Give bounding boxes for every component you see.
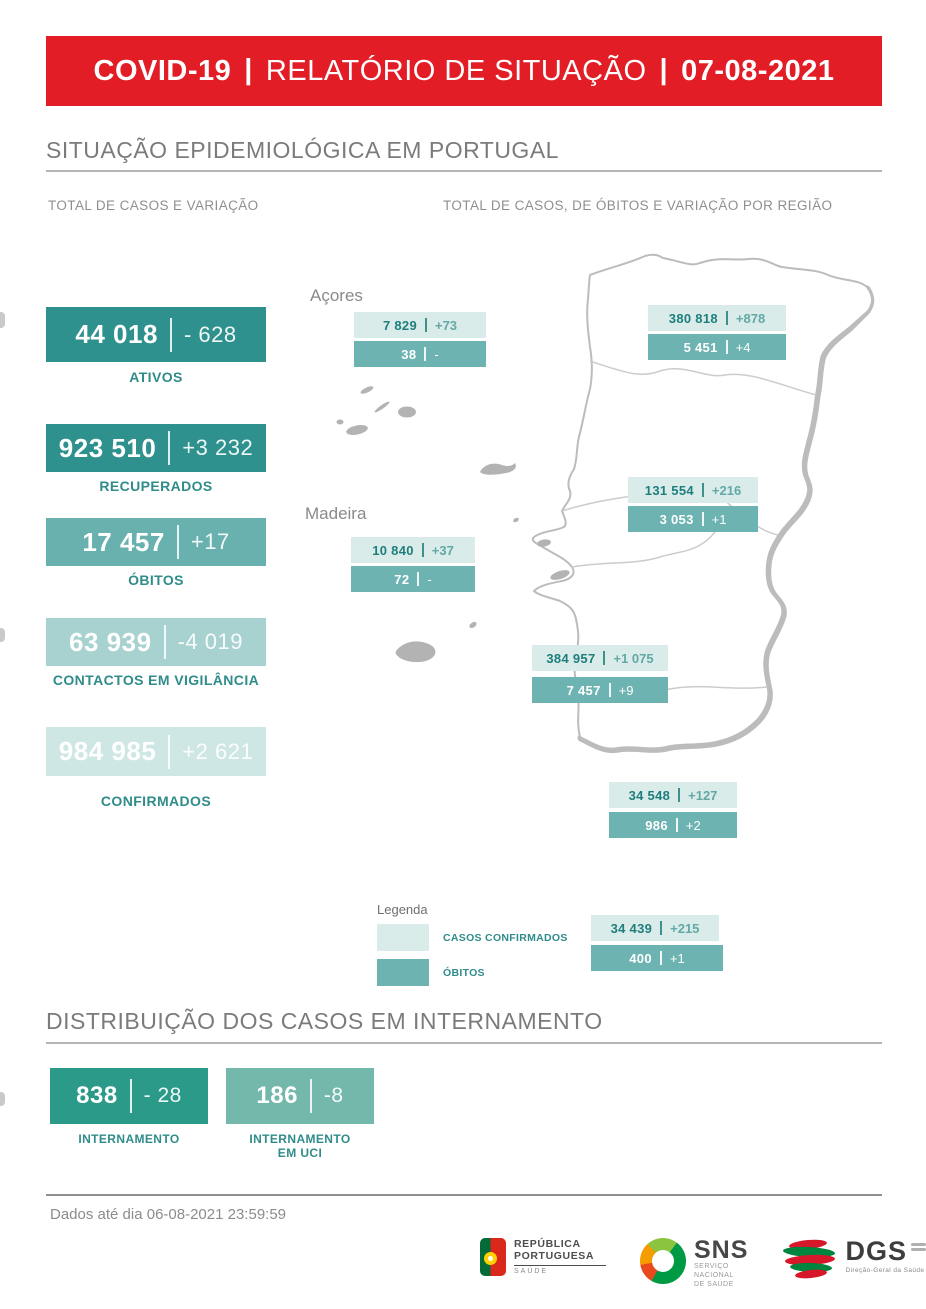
region-centro-deaths-row <box>628 506 758 532</box>
internamento-box <box>50 1068 208 1124</box>
obitos-label: ÓBITOS <box>128 572 184 588</box>
dgs-sub: Direção-Geral da Saúde <box>845 1267 925 1274</box>
uci-label-line1: INTERNAMENTO <box>249 1132 351 1146</box>
recuperados-variation: +3 232 <box>182 435 254 460</box>
divider <box>514 1265 606 1266</box>
azores-label: Açores <box>310 286 363 305</box>
contactos-label: CONTACTOS EM VIGILÂNCIA <box>52 672 260 688</box>
madeira-cases-variation: +37 <box>431 542 454 558</box>
region-lvt-deaths-row <box>532 677 668 703</box>
obitos-box <box>46 518 266 566</box>
column-heading-left: TOTAL DE CASOS E VARIAÇÃO <box>48 198 259 213</box>
region-deaths-value: 400 <box>629 950 652 966</box>
divider <box>417 572 419 586</box>
section-hospital-rule <box>46 1042 882 1044</box>
page-edge-artifact <box>0 312 5 328</box>
region-deaths-variation: +4 <box>735 339 751 355</box>
column-heading-right: TOTAL DE CASOS, DE ÓBITOS E VARIAÇÃO POR REGIÃO <box>443 198 833 213</box>
region-cases-value: 131 554 <box>644 482 694 498</box>
region-deaths-value: 7 457 <box>566 682 601 698</box>
divider <box>310 1079 312 1113</box>
legend-swatch-deaths <box>377 959 429 986</box>
uci-label-line2: EM UCI <box>277 1146 323 1160</box>
divider <box>170 318 172 352</box>
madeira-label: Madeira <box>305 504 367 523</box>
sns-title: SNS <box>694 1236 749 1264</box>
confirmados-box <box>46 727 266 776</box>
azores-cases-variation: +73 <box>434 317 458 333</box>
internamento-label: INTERNAMENTO <box>78 1132 180 1146</box>
sns-logo <box>640 1238 749 1289</box>
region-algarve-deaths-row <box>591 945 723 971</box>
obitos-variation: +17 <box>190 529 230 554</box>
banner-program: COVID-19 <box>93 54 232 87</box>
region-centro-cases-row <box>628 477 758 503</box>
region-alentejo-deaths-row <box>609 812 737 838</box>
obitos-value: 17 457 <box>82 526 165 557</box>
region-cases-variation: +216 <box>711 482 742 498</box>
azores-deaths-row <box>354 341 486 367</box>
recuperados-value: 923 510 <box>58 432 157 463</box>
region-deaths-variation: +1 <box>711 511 727 527</box>
divider <box>424 347 426 361</box>
uci-value: 186 <box>256 1082 298 1109</box>
divider <box>702 512 704 526</box>
region-norte-deaths-row <box>648 334 786 360</box>
banner-title: RELATÓRIO DE SITUAÇÃO <box>265 54 647 87</box>
footer-logos <box>480 1238 926 1289</box>
divider <box>726 311 728 325</box>
region-alentejo-cases-row <box>609 782 737 808</box>
divider <box>130 1079 132 1113</box>
azores-madeira-islands-map <box>330 360 530 690</box>
contactos-box <box>46 618 266 666</box>
internamento-variation: - 28 <box>143 1084 182 1107</box>
banner-date: 07-08-2021 <box>681 54 835 87</box>
report-banner <box>46 36 882 106</box>
madeira-deaths-variation: - <box>427 571 432 587</box>
page-edge-artifact <box>0 1092 5 1106</box>
madeira-cases-row <box>351 537 475 563</box>
banner-separator-2: | <box>659 53 669 86</box>
divider <box>425 318 427 332</box>
azores-deaths-variation: - <box>434 346 439 362</box>
dgs-tagline <box>911 1238 926 1251</box>
region-deaths-value: 3 053 <box>659 511 694 527</box>
ativos-box <box>46 307 266 362</box>
divider <box>609 683 611 697</box>
divider <box>660 921 662 935</box>
region-cases-value: 380 818 <box>668 310 718 326</box>
region-cases-variation: +215 <box>670 920 700 936</box>
recuperados-label: RECUPERADOS <box>99 478 213 494</box>
dgs-title: DGS <box>845 1236 907 1266</box>
divider <box>726 340 728 354</box>
azores-cases-row <box>354 312 486 338</box>
data-note: Dados até dia 06-08-2021 23:59:59 <box>50 1206 287 1223</box>
divider <box>168 431 170 465</box>
divider <box>422 543 424 557</box>
azores-deaths-value: 38 <box>401 346 417 362</box>
region-cases-variation: +878 <box>735 310 766 326</box>
region-cases-value: 384 957 <box>546 650 596 666</box>
internamento-uci-label <box>226 1132 374 1160</box>
contactos-variation: -4 019 <box>177 629 243 654</box>
legend-swatch-confirmed <box>377 924 429 951</box>
divider <box>660 951 662 965</box>
confirmados-variation: +2 621 <box>182 738 254 764</box>
region-deaths-value: 986 <box>645 817 668 833</box>
legend-label-confirmed: CASOS CONFIRMADOS <box>443 932 568 944</box>
confirmados-label: CONFIRMADOS <box>100 793 212 809</box>
section-hospital-title: DISTRIBUIÇÃO DOS CASOS EM INTERNAMENTO <box>46 1008 603 1034</box>
region-deaths-variation: +2 <box>685 817 701 833</box>
contactos-value: 63 939 <box>69 626 152 657</box>
legend-label-deaths: ÓBITOS <box>443 967 485 979</box>
divider <box>702 483 704 497</box>
divider <box>164 625 166 659</box>
sns-sub2: DE SAÚDE <box>694 1281 734 1288</box>
republica-line1: REPÚBLICA <box>514 1238 581 1250</box>
legend-title: Legenda <box>377 902 428 917</box>
region-cases-variation: +127 <box>688 787 718 803</box>
banner-separator-1: | <box>244 53 253 86</box>
internamento-value: 838 <box>76 1082 118 1109</box>
madeira-deaths-value: 72 <box>394 571 410 587</box>
divider <box>603 651 605 665</box>
region-lvt-cases-row <box>532 645 668 671</box>
divider <box>678 788 680 802</box>
divider <box>676 818 678 832</box>
ativos-value: 44 018 <box>75 319 158 349</box>
sns-ring-icon <box>640 1238 686 1284</box>
uci-variation: -8 <box>323 1084 344 1107</box>
recuperados-box <box>46 424 266 472</box>
region-deaths-variation: +9 <box>618 682 634 698</box>
region-norte-cases-row <box>648 305 786 331</box>
republica-portuguesa-logo <box>480 1238 606 1276</box>
page-edge-artifact <box>0 628 5 642</box>
footer-rule <box>46 1194 882 1196</box>
section-epidemiological-title: SITUAÇÃO EPIDEMIOLÓGICA EM PORTUGAL <box>46 137 559 163</box>
confirmados-value: 984 985 <box>58 736 157 766</box>
region-cases-variation: +1 075 <box>613 650 654 666</box>
republica-line2: PORTUGUESA <box>514 1250 595 1262</box>
section-title-rule <box>46 170 882 172</box>
divider <box>168 735 170 769</box>
divider <box>177 525 179 559</box>
madeira-deaths-row <box>351 566 475 592</box>
portugal-flag-icon <box>480 1238 506 1276</box>
dgs-logo <box>783 1238 926 1280</box>
ativos-variation: - 628 <box>183 321 237 347</box>
region-deaths-variation: +1 <box>669 950 685 966</box>
azores-cases-value: 7 829 <box>382 317 417 333</box>
region-algarve-cases-row <box>591 915 719 941</box>
sns-sub1: SERVIÇO NACIONAL <box>694 1263 734 1279</box>
internamento-uci-box <box>226 1068 374 1124</box>
dgs-swirl-icon <box>783 1238 837 1280</box>
ativos-label: ATIVOS <box>129 369 183 385</box>
madeira-cases-value: 10 840 <box>372 542 414 558</box>
region-cases-value: 34 548 <box>628 787 671 803</box>
region-deaths-value: 5 451 <box>683 339 718 355</box>
region-cases-value: 34 439 <box>610 920 653 936</box>
republica-sub: SAÚDE <box>514 1268 549 1275</box>
